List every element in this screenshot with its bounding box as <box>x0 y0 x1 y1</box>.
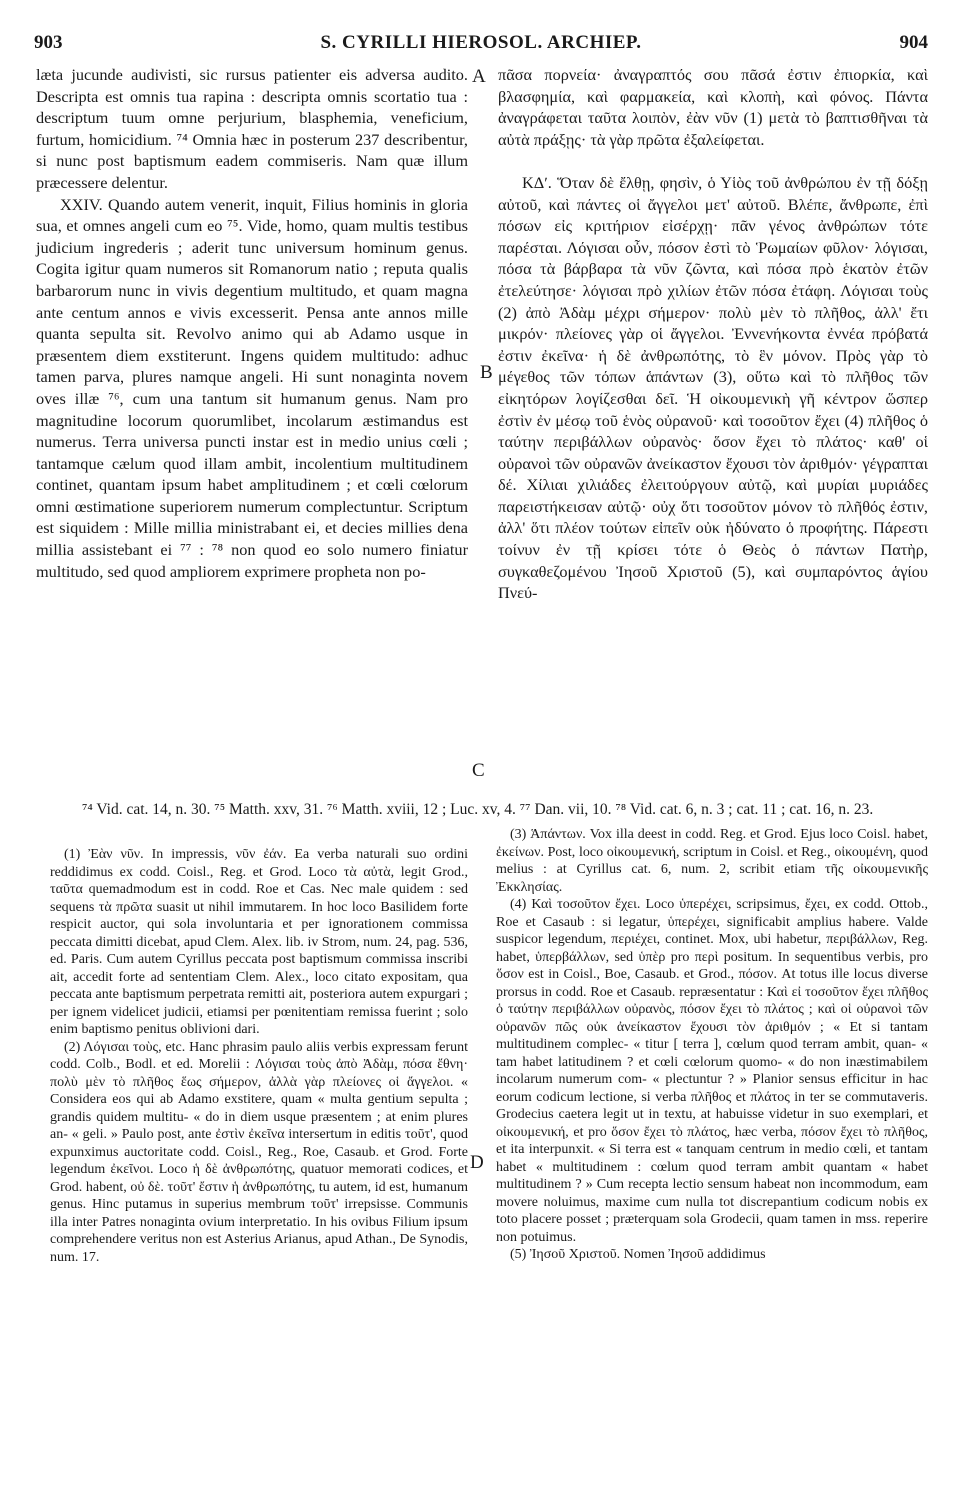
note-4: (4) Καὶ τοσοῦτον ἔχει. Loco ὑπερέχει, scripsimus, ἔχει, ex codd. Ottob., Roe et Casaub : si legatur, ὑπερέχει, significabit amplius habere. Valde suspicor legendum, περιέχει, continet. Mox, ubi habetur, περιβάλλων, Reg. habet, ὑπερβάλλων, sed ὑπὲρ pro περὶ positum. In sequentibus verbis, pro ὅσον est in Coisl., Boe, Casaub. et Grod., πόσον. At totus ille locus diverse prorsus in codd. Roe et Casaub. repræsentatur : Καὶ εἰ τοσοῦτον ἔχει πλῆθος ὁ ταύτην περιβάλλων οὐρανὸς, πόσον ἔχει τὸ πλάτος ; καὶ οἱ οὐρανοὶ τῶν οὐρανῶν πῶς οὐκ ἀνείκαστον ἔχουσι τὸν ἀριθμόν ; « Et si tantam multitudinem complec- « titur [ terra ], cœlum quod terram ambit, quan- « tam habet latitudinem ? et cœli cœlorum quomo- « do non inæstimabilem incolarum numerum com- « plectuntur ? » Planior sensus efficitur in hac eorum codicum lectione, si verba πλῆθος et πλάτος in ter se commutaveris. Grodecius caetera legit ut in textu, at habuisse videtur in suo exemplari, et οἰκουμενική, et pro ὅσον ἔχει τὸ πλάτος, hæc verba, πόσον ἔχει τὸ πλῆθος, et ita interpunxit. « Si terra est « tanquam centrum in medio cœli, et tantam habet « multitudinem : cœlum quod terram ambit quantam « habet multitudinem ? » Cum recepta lectio sensum habeat non incommodum, eam movere noluimus, maxime cum nulla tot discrepantium codicum nobis ex toto placere posset ; præterquam sola Grodecii, quam tamen in mss. reperire non potuimus. <box>496 897 928 1245</box>
note-5: (5) Ἰησοῦ Χριστοῦ. Nomen Ἰησοῦ addidimus <box>510 1247 766 1262</box>
note-1: (1) Ἐὰν νῦν. In impressis, νῦν ἐάν. Ea verba naturali suo ordini reddidimus ex codd. Coisl., Reg. et Grod. Loco τὰ αὐτὰ, legit Grod., ταῦτα quemadmodum est in codd. Roe et Cas. Nec male quidem : sed sequens τὰ πρῶτα suasit ut nihil immutarem. In hoc loco Basilidem forte respicit auctor, qui sola involuntaria et per ignorationem commissa peccata dimitti dicebat, apud Clem. Alex. lib. iv Strom, num. 24, pag. 536, ed. Paris. Cum autem Cyrillus peccata post baptismum commissa inscribi ait, accedit forte ad sententiam Clem. Alex., loco citato expositam, qua peccata ante baptismum perpetrata remitti ait, posteriora autem expurgari ; per ignem videlicet judicii, etiamsi per pœnitentiam remissa fuerint ; solo enim baptismo penitus oblivioni dari. <box>50 847 468 1037</box>
page-number-left: 903 <box>34 32 63 53</box>
margin-letter-c: C <box>472 760 485 781</box>
margin-letter-a: A <box>472 66 486 87</box>
greek-paragraph-2: ΚΔʹ. Ὅταν δὲ ἔλθῃ, φησὶν, ὁ Υἱὸς τοῦ ἀνθρώπου ἐν τῇ δόξῃ αὐτοῦ, καὶ πάντες οἱ ἄγγελοι μετ' αὐτοῦ. Βλέπε, ἄνθρωπε, ἐπὶ πόσων εἰς κριτήριον εἰσέρχῃ· πᾶν γένος ἀνθρώπων τότε παρέσται. Λόγισαι οὖν, πόσον ἐστὶ τὸ Ῥωμαίων φῦλον· λόγισαι, πόσα τὰ βάρβαρα τὰ νῦν ζῶντα, καὶ πόσα πρὸ ἑκατὸν ἐτῶν ἐτελεύτησε· λόγισαι πρὸ χιλίων ἐτῶν πόσα ἐτάφη. Λόγισαι τοὺς (2) ἀπὸ Ἀδὰμ μέχρι σήμερον· πολὺ μὲν τὸ πλῆθος, ἀλλ' ἔτι μικρόν· πλείονες γὰρ οἱ ἄγγελοι. Ἐννενήκοντα ἐννέα πρόβατά ἐστιν ἐκεῖνα· ἡ δὲ ἀνθρωπότης, τὸ ἓν μόνον. Πρὸς γὰρ τὸ μέγεθος τῶν τόπων ἁπάντων (3), οὕτω καὶ τὸ πλῆθος τῶν εἰκητόρων λογίζεσθαι δεῖ. Ἡ οἰκουμενικὴ γῆ κέντρον ὥσπερ ἐστὶν ἐν μέσῳ τοῦ ἑνὸς οὐρανοῦ· καὶ τοσοῦτον ἔχει (4) πλῆθος ὁ ταύτην περιβάλλων οὐρανὸς· ὅσον ἔχει τὸ πλάτος· καθ' οἱ οὐρανοὶ τῶν οὐρανῶν ἀνείκαστον ἔχουσι τὸν ἀριθμόν· γέγραπται δέ. Χίλιαι χιλιάδες ἐλειτούργουν αὐτῷ, καὶ μυρίαι μυριάδες παρειστήκεισαν αὐτῷ· οὐχ ὅτι τοσοῦτον μόνον τὸ πλῆθός ἐστιν, ἀλλ' ὅτι πλέον τούτων εἰπεῖν οὐκ ἠδύνατο ὁ προφήτης. Πάρεστι τοίνυν ἐν τῇ κρίσει τότε ὁ Θεὸς ὁ πάντων Πατὴρ, συγκαθεζομένου Ἰησοῦ Χριστοῦ (5), καὶ συμπαρόντος ἁγίου Πνεύ- <box>498 172 928 603</box>
latin-paragraph-1: læta jucunde audivisti, sic rursus patienter eis adversa audito. Descripta est omnis tua rapina : descripta omnis scortatio tua : descriptum tuum omne perjurium, blasphemia, veneficium, furtum, homicidium. ⁷⁴ Omnia hæc in posterum 237 describentur, si nunc post baptismum eadem commiseris. Nam quæ illum præcessere delentur. <box>36 65 468 192</box>
margin-letter-d: D <box>470 1152 484 1173</box>
page-header <box>34 32 928 56</box>
latin-column <box>36 64 468 582</box>
references-line: ⁷⁴ Vid. cat. 14, n. 30. ⁷⁵ Matth. xxv, 31. ⁷⁶ Matth. xviii, 12 ; Luc. xv, 4. ⁷⁷ Dan. vii, 10. ⁷⁸ Vid. cat. 6, n. 3 ; cat. 11 ; cat. 16, n. 23. <box>82 801 874 818</box>
note-2: (2) Λόγισαι τοὺς, etc. Hanc phrasim paulo aliis verbis expressam ferunt codd. Colb., Bodl. et ed. Morelii : Λόγισαι τοὺς ἀπὸ Ἀδὰμ, πόσα ἔθνη· πολὺ μὲν τὸ πλῆθος ἕως σήμερον, ἀλλὰ γὰρ πλείονες οἱ ἄγγελοι. « Considera eos qui ab Adamo exstitere, quam « multa gentium sepulta ; grandis quidem multitu- « do in diem usque præsentem ; at enim plures an- « geli. » Paulo post, ante ἐστὶν ἐκεῖνα intersertum in editis τοῦτ', quod expunximus auctoritate codd. Coisl., Reg., Roe, Casaub. et Grod. Forte legendum ἐκεῖνοι. Loco ἡ δὲ ἀνθρωπότης, quatuor memorati codices, et Grod. habent, οὐ δὲ. τοῦτ' ἔστιν ἡ ἀνθρωπότης, tu autem, id est, humanum genus. Hinc putamus in superius membrum τοῦτ' irrepsisse. Communis illa inter Patres nonaginta ovium interpretatio. In his ovibus Filium ipsum comprehendere veritus non est Asterius Arianus, apud Athan., De Synodis, num. 17. <box>50 1039 468 1265</box>
greek-column <box>498 64 928 604</box>
note-3: (3) Ἁπάντων. Vox illa deest in codd. Reg. et Grod. Ejus loco Coisl. habet, ἐκείνων. Post, loco οἰκουμενική, scriptum in Coisl. et Reg., οἰκουμένη, quod melius : at Cyrillus cat. 6, num. 2, scribit etiam τῆς οἰκουμενικῆς Ἐκκλησίας. <box>496 827 928 895</box>
latin-paragraph-2: XXIV. Quando autem venerit, inquit, Filius hominis in gloria sua, et omnes angeli cum eo ⁷⁵. Vide, homo, quam multis testibus judicium ingrederis ; aderit tunc universum hominum genus. Cogita igitur quam numeros sit Romanorum natio ; reputa qualis barbarorum nunc in vivis degentium multitudo, et quam magna ante centum annos e vivis excesserit. Pensa ante annos mille quanta sepulta sit. Revolvo animo qui ab Adamo usque in præsentem diem exstiterunt. Ingens quidem multitudo: adhuc tamen parva, plures namque angeli. Hi sunt nonaginta novem oves illæ ⁷⁶, cum una tantum sit humanum genus. Nam pro magnitudine locorum quorumlibet, incolarum æstimandus est numerus. Terra universa puncti instar est in medio unius cœli ; tantamque cælum quod illam ambit, incolentium multitudinem continet, quantam ipsum habet amplitudinem ; et cœli cœlorum omni œstimatione superiorem numerum complectuntur. Scriptum est siquidem : Mille millia ministrabant ei, et decies millies dena millia assistebant ei ⁷⁷ : ⁷⁸ non quod eo solo numero finiatur multitudo, sed quod ampliorem exprimere propheta non po- <box>36 194 468 581</box>
scripture-references <box>36 800 926 820</box>
greek-paragraph-1: πᾶσα πορνεία· ἀναγραπτός σου πᾶσά ἐστιν ἐπιορκία, καὶ βλασφημία, καὶ φαρμακεία, καὶ κλοπὴ, καὶ φόνος. Πάντα ἀναγράφεται ταῦτα λοιπὸν, ἐὰν νῦν (1) μετὰ τὸ βαπτισθῆναι τὰ αὐτὰ πράξῃς· τὰ γὰρ πρῶτα ἐξαλείφεται. <box>498 65 928 149</box>
page-number-right: 904 <box>899 32 928 53</box>
running-title: S. CYRILLI HIEROSOL. ARCHIEP. <box>320 32 642 53</box>
notes-right-column <box>496 826 928 1264</box>
margin-letter-b: B <box>480 362 493 383</box>
notes-left-column <box>50 846 468 1266</box>
